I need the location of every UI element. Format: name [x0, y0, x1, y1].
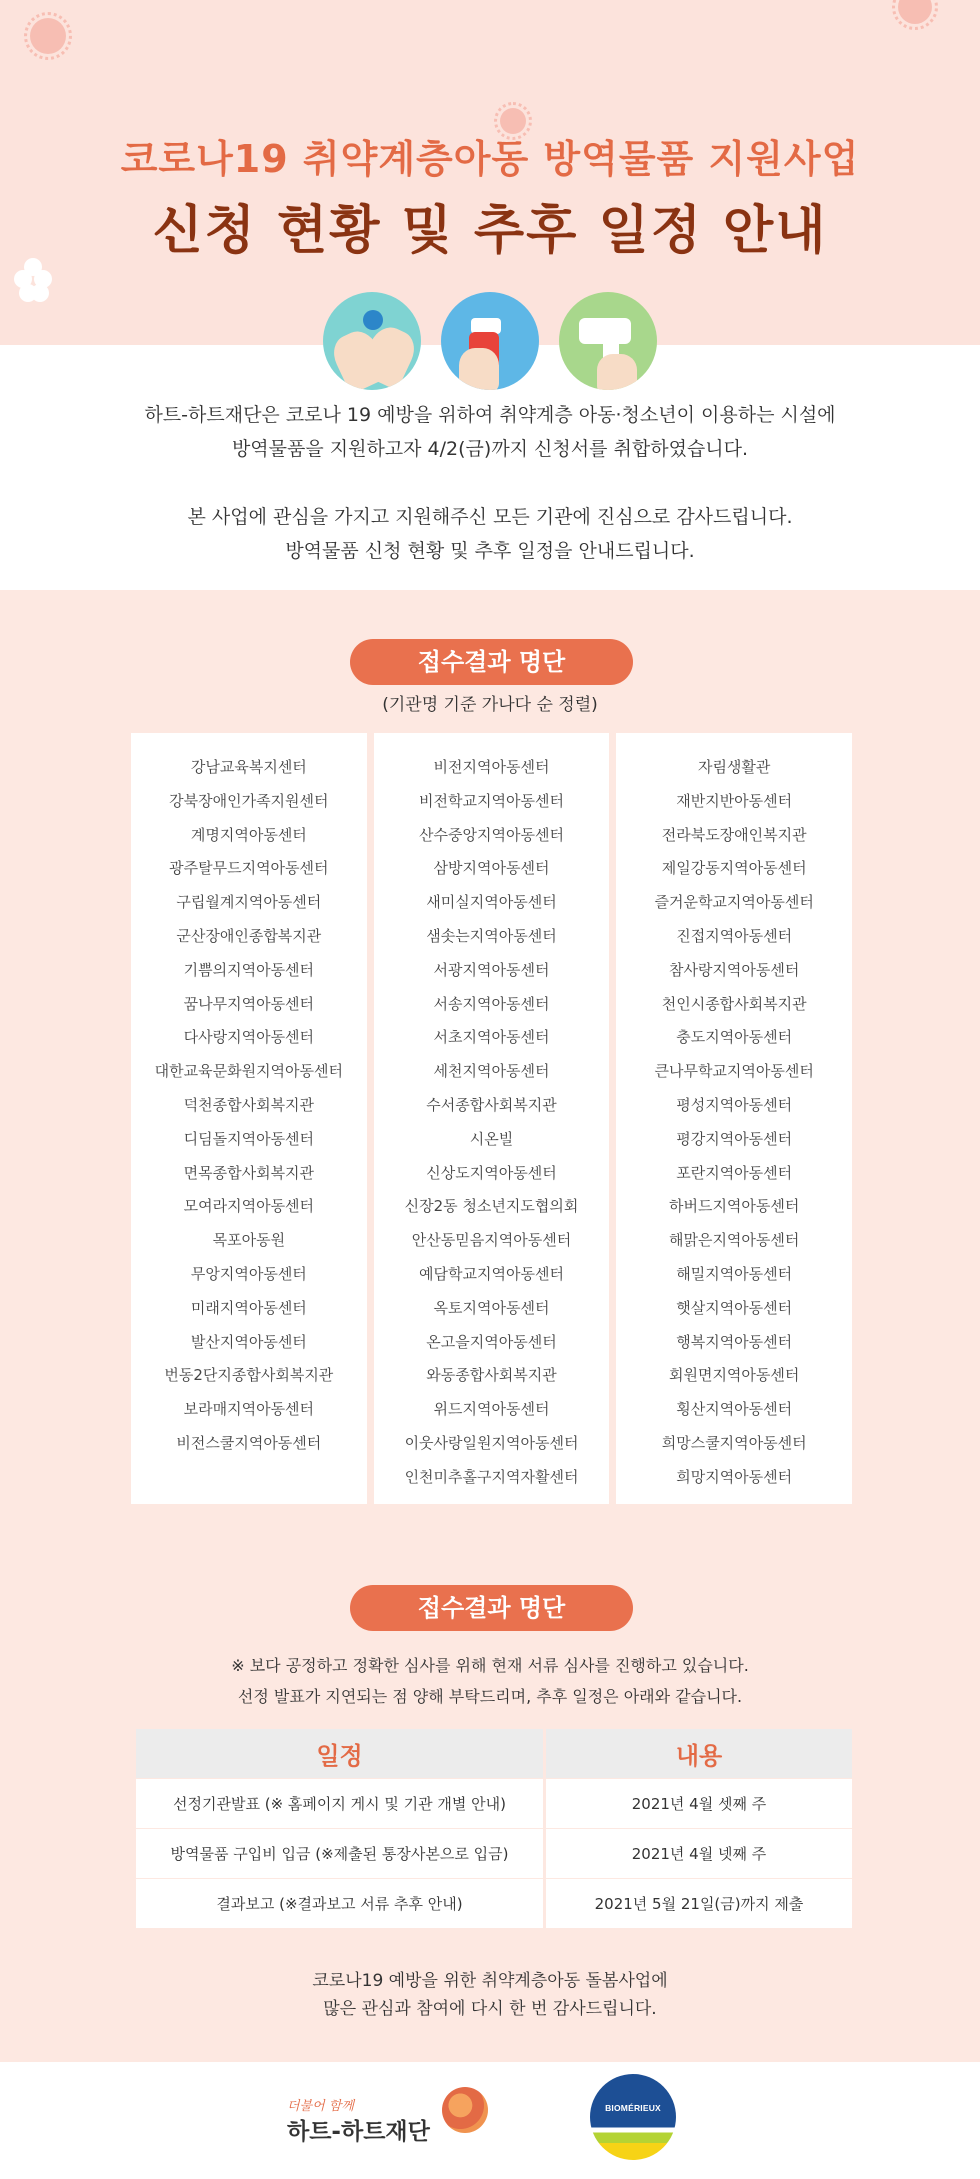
list-item: 발산지역아동센터 — [190, 1332, 307, 1351]
list-item: 예담학교지역아동센터 — [419, 1264, 564, 1283]
list-item: 큰나무학교지역아동센터 — [654, 1062, 814, 1081]
list-item: 와동종합사회복지관 — [426, 1366, 557, 1385]
list-item: 삼방지역아동센터 — [433, 859, 550, 878]
list-item: 회원면지역아동센터 — [668, 1366, 800, 1385]
schedule-date: 2021년 5월 21일(금)까지 제출 — [546, 1879, 852, 1928]
list-item: 해밀지역아동센터 — [676, 1264, 793, 1283]
list-item: 충도지역아동센터 — [676, 1028, 793, 1047]
schedule-date: 2021년 4월 넷째 주 — [546, 1829, 852, 1878]
list-item: 구립월계지역아동센터 — [176, 893, 322, 912]
list-item: 안산동믿음지역아동센터 — [411, 1231, 572, 1250]
list-item: 서초지역아동센터 — [433, 1028, 550, 1047]
intro-line: 하트-하트재단은 코로나 19 예방을 위하여 취약계층 아동·청소년이 이용하는 시설에 — [144, 404, 836, 426]
list-item: 횡산지역아동센터 — [676, 1400, 793, 1419]
table-row — [136, 1779, 852, 1828]
logo-tagline: 더불어 함께 — [287, 2099, 354, 2114]
list-item: 평성지역아동센터 — [676, 1095, 793, 1114]
table-row — [136, 1829, 852, 1878]
list-item: 군산장애인종합복지관 — [176, 926, 322, 945]
schedule-item: 방역물품 구입비 입금 (※제출된 통장사본으로 입금) — [136, 1829, 543, 1878]
list-item: 즐거운학교지역아동센터 — [654, 893, 814, 912]
list-item: 참사랑지역아동센터 — [668, 960, 800, 979]
list-item: 이웃사랑일원지역아동센터 — [404, 1433, 579, 1452]
list-item: 강남교육복지센터 — [190, 758, 307, 776]
intro-text — [0, 398, 980, 568]
intro-line: 방역물품 신청 현황 및 추후 일정을 안내드립니다. — [285, 540, 695, 562]
list-item: 샘솟는지역아동센터 — [426, 926, 557, 945]
schedule-note: ※ 보다 공정하고 정확한 심사를 위해 현재 서류 심사를 진행하고 있습니다. — [231, 1656, 749, 1675]
list-item: 서광지역아동센터 — [433, 960, 550, 979]
list-item: 면목종합사회복지관 — [183, 1163, 315, 1182]
list-item: 비전스쿨지역아동센터 — [176, 1433, 322, 1452]
list-item: 세천지역아동센터 — [433, 1062, 550, 1081]
results-heading: 접수결과 명단 — [350, 639, 633, 685]
logo-name: BIOMÉRIEUX — [605, 2103, 661, 2113]
schedule-table — [136, 1729, 852, 1929]
list-item: 재반지반아동센터 — [676, 791, 793, 810]
list-item: 제일강동지역아동센터 — [661, 859, 807, 878]
list-item: 신장2동 청소년지도협의회 — [404, 1197, 579, 1216]
list-item: 모여라지역아동센터 — [183, 1197, 315, 1216]
schedule-header-row — [136, 1729, 852, 1778]
list-item: 강북장애인가족지원센터 — [169, 791, 329, 810]
list-item: 평강지역아동센터 — [676, 1129, 793, 1148]
list-item: 희망지역아동센터 — [676, 1467, 793, 1486]
page-title-line1: 코로나19 취약계층아동 방역물품 지원사업 — [120, 137, 860, 181]
list-item: 온고을지역아동센터 — [426, 1332, 557, 1351]
list-item: 새미실지역아동센터 — [426, 893, 557, 912]
illustration-row — [0, 292, 980, 390]
list-item: 희망스쿨지역아동센터 — [661, 1433, 807, 1452]
list-item: 인천미추홀구지역자활센터 — [404, 1467, 579, 1486]
intro-line: 본 사업에 관심을 가지고 지원해주신 모든 기관에 진심으로 감사드립니다. — [187, 506, 793, 528]
list-item: 비전지역아동센터 — [433, 758, 550, 776]
heart-heart-foundation-logo — [285, 2085, 495, 2147]
logo-name: 하트-하트재단 — [287, 2119, 430, 2145]
table-row — [136, 1879, 852, 1928]
list-item: 보라매지역아동센터 — [183, 1400, 315, 1419]
list-item: 미래지역아동센터 — [190, 1298, 307, 1317]
list-item: 자림생활관 — [697, 758, 771, 776]
list-item: 햇살지역아동센터 — [676, 1298, 793, 1317]
schedule-heading: 접수결과 명단 — [350, 1585, 633, 1631]
schedule-header-cell: 일정 — [136, 1729, 543, 1778]
list-item: 포란지역아동센터 — [676, 1163, 793, 1182]
list-item: 대한교육문화원지역아동센터 — [154, 1062, 344, 1081]
intro-line: 방역물품을 지원하고자 4/2(금)까지 신청서를 취합하였습니다. — [231, 438, 749, 460]
list-item: 계명지역아동센터 — [190, 825, 307, 844]
results-list — [131, 733, 852, 1504]
list-item: 디딤돌지역아동센터 — [183, 1129, 315, 1148]
results-column — [374, 733, 610, 1504]
list-item: 무앙지역아동센터 — [190, 1264, 307, 1283]
virus-decoration-icon — [30, 18, 66, 54]
heart-mark-icon — [442, 2087, 488, 2133]
list-item: 비전학교지역아동센터 — [419, 791, 564, 810]
list-item: 신상도지역아동센터 — [426, 1163, 557, 1182]
list-item: 광주탈무드지역아동센터 — [169, 859, 329, 878]
content-header-cell: 내용 — [546, 1729, 852, 1778]
biomerieux-logo — [590, 2074, 676, 2160]
list-item: 천인시종합사회복지관 — [661, 994, 807, 1013]
list-item: 산수중앙지역아동센터 — [419, 825, 564, 844]
list-item: 진접지역아동센터 — [676, 926, 793, 945]
schedule-item: 결과보고 (※결과보고 서류 추후 안내) — [136, 1879, 543, 1928]
list-item: 옥토지역아동센터 — [433, 1298, 550, 1317]
thermometer-icon — [559, 292, 657, 390]
list-item: 해맑은지역아동센터 — [668, 1231, 800, 1250]
list-item: 위드지역아동센터 — [433, 1400, 550, 1419]
list-item: 기쁨의지역아동센터 — [183, 960, 315, 979]
schedule-item: 선정기관발표 (※ 홈페이지 게시 및 기관 개별 안내) — [136, 1779, 543, 1828]
list-item: 전라북도장애인복지관 — [661, 825, 807, 844]
list-item: 목포아동원 — [212, 1231, 286, 1250]
handwashing-icon — [323, 292, 421, 390]
list-item: 시온빌 — [469, 1129, 514, 1148]
results-column — [616, 733, 852, 1504]
list-item: 꿈나무지역아동센터 — [183, 994, 315, 1013]
disinfectant-spray-icon — [441, 292, 539, 390]
results-subtitle: (기관명 기준 가나다 순 정렬) — [382, 695, 598, 715]
list-item: 번동2단지종합사회복지관 — [164, 1366, 334, 1385]
schedule-note: 선정 발표가 지연되는 점 양해 부탁드리며, 추후 일정은 아래와 같습니다. — [237, 1687, 743, 1706]
schedule-date: 2021년 4월 셋째 주 — [546, 1779, 852, 1828]
results-column — [131, 733, 367, 1504]
list-item: 행복지역아동센터 — [676, 1332, 793, 1351]
schedule-notes — [0, 1650, 980, 1712]
virus-decoration-icon — [898, 0, 932, 24]
list-item: 덕천종합사회복지관 — [183, 1095, 315, 1114]
closing-message — [0, 1967, 980, 2023]
list-item: 서송지역아동센터 — [433, 994, 550, 1013]
page-title-line2: 신청 현황 및 추후 일정 안내 — [152, 201, 828, 261]
closing-line: 코로나19 예방을 위한 취약계층아동 돌봄사업에 — [312, 1971, 668, 1991]
list-item: 다사랑지역아동센터 — [183, 1028, 315, 1047]
list-item: 수서종합사회복지관 — [426, 1095, 557, 1114]
list-item: 하버드지역아동센터 — [668, 1197, 800, 1216]
closing-line: 많은 관심과 참여에 다시 한 번 감사드립니다. — [323, 1999, 657, 2019]
